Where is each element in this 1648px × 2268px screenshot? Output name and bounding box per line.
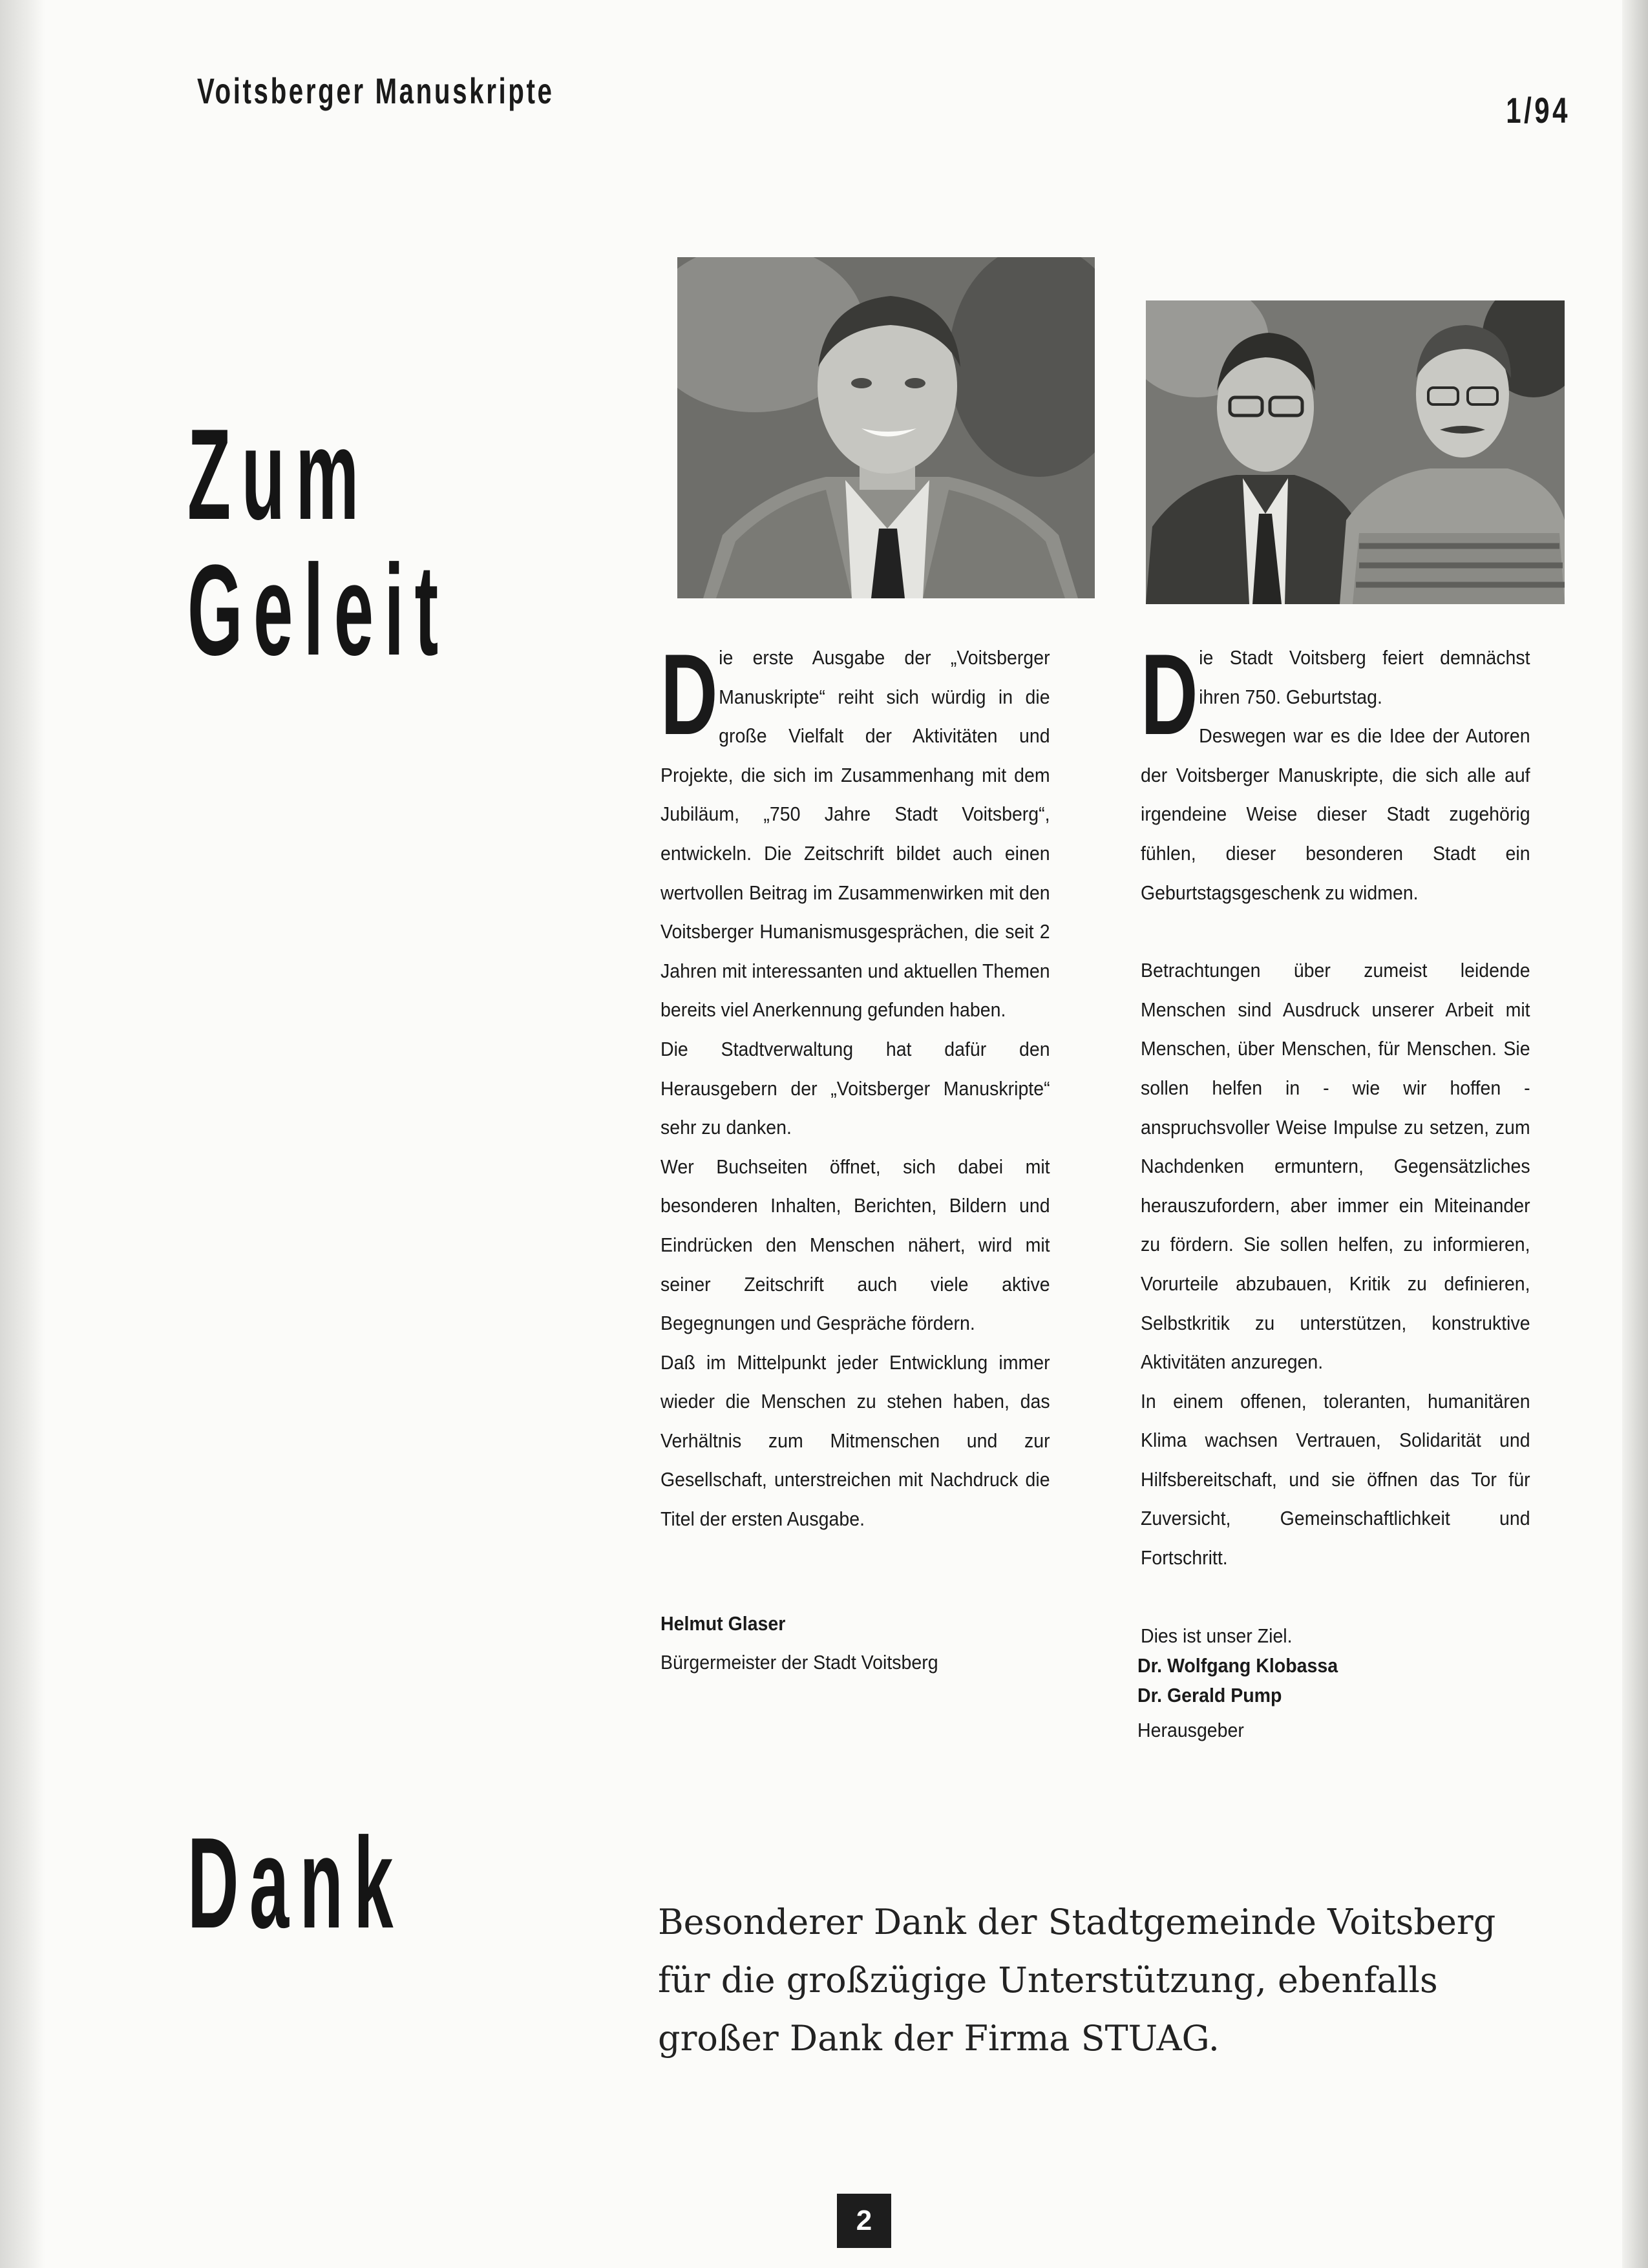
geleit-heading-line2: Geleit xyxy=(187,538,449,682)
dank-text: Besonderer Dank der Stadtgemeinde Voitsberg für die großzügige Unterstützung, ebenfalls großer Dank der Firma STUAG. xyxy=(658,1902,1496,2059)
signature-mayor-name: Helmut Glaser xyxy=(660,1612,786,1635)
geleit-heading-line1: Zum xyxy=(187,403,370,547)
letter-mayor-paragraph: ie erste Ausgabe der „Voitsberger Manuskripte“ reiht sich würdig in die große Vielfalt der Aktivitäten und Projekte, die sich im Zusammenhang mit dem Jubiläum, „750 Jahre Stadt Voitsberg“, entwickeln. Die Zeitschrift bildet auch einen wertvollen Beitrag im Zusammenwirken mit den Voitsberger Humanismusgesprächen, die seit 2 Jahren mit interessanten und aktuellen Themen bereits viel Anerkennung gefunden haben. xyxy=(660,646,1050,1022)
dropcap-left: D xyxy=(660,630,718,759)
letter-editors-paragraph: Dies ist unser Ziel. xyxy=(1141,1624,1293,1647)
letter-mayor xyxy=(660,630,1050,1539)
geleit-heading xyxy=(187,403,449,682)
letter-editors-paragraph: In einem offenen, toleranten, humanitären Klima wachsen Vertrauen, Solidarität und Hilfsbereitschaft, und sie öffnen das Tor für Zuversicht, Gemeinschaftlichkeit und Fortschritt. xyxy=(1141,1389,1530,1570)
publication-title: Voitsberger Manuskripte xyxy=(197,70,555,111)
signature-editors xyxy=(1137,1651,1338,1745)
scan-edge-left xyxy=(0,0,45,2268)
letter-mayor-paragraph: Die Stadtverwaltung hat dafür den Herausgebern der „Voitsberger Manuskripte“ sehr zu danken. xyxy=(660,1037,1050,1139)
portrait-photo-editors-image xyxy=(1146,300,1565,604)
letter-editors-paragraph: Betrachtungen über zumeist leidende Menschen sind Ausdruck unserer Arbeit mit Menschen, über Menschen, für Menschen. Sie sollen helfen in - wie wir hoffen - anspruchsvoller Weise Impulse zu setzen, zum Nachdenken ermuntern, Gegensätzliches herauszufordern, aber immer ein Miteinander zu fördern. Sie sollen helfen, zu informieren, Vorurteile abzubauen, Kritik zu definieren, Selbstkritik zu unterstützen, konstruktive Aktivitäten anzuregen. xyxy=(1141,959,1530,1374)
portrait-photo-mayor xyxy=(677,257,1095,598)
dank-heading: Dank xyxy=(187,1811,404,1955)
signature-mayor-role: Bürgermeister der Stadt Voitsberg xyxy=(660,1651,938,1674)
portrait-photo-editors xyxy=(1146,300,1565,604)
letter-mayor-paragraph: Daß im Mittelpunkt jeder Entwicklung immer wieder die Menschen zu stehen haben, das Verhältnis zum Mitmenschen und zur Gesellschaft, unterstreichen mit Nachdruck die Titel der ersten Ausgabe. xyxy=(660,1350,1050,1531)
portrait-photo-mayor-image xyxy=(677,257,1095,598)
signature-editors-name2: Dr. Gerald Pump xyxy=(1137,1684,1282,1706)
dropcap-right: D xyxy=(1141,630,1198,759)
letter-editors xyxy=(1141,630,1530,1655)
scan-edge-right xyxy=(1622,0,1648,2268)
signature-editors-name1: Dr. Wolfgang Klobassa xyxy=(1137,1654,1338,1677)
page-number: 2 xyxy=(837,2194,891,2248)
issue-number: 1/94 xyxy=(1506,90,1570,131)
letter-editors-paragraph: ie Stadt Voitsberg feiert demnächst ihren 750. Geburtstag. xyxy=(1199,646,1530,708)
signature-editors-role: Herausgeber xyxy=(1137,1719,1244,1741)
letter-editors-paragraph: Deswegen war es die Idee der Autoren der Voitsberger Manuskripte, die sich alle auf irgendeine Weise dieser Stadt zugehörig fühlen, dieser besonderen Stadt ein Geburtstagsgeschenk zu widmen. xyxy=(1141,724,1530,904)
signature-mayor xyxy=(660,1609,938,1677)
letter-mayor-paragraph: Wer Buchseiten öffnet, sich dabei mit besonderen Inhalten, Berichten, Bildern und Eindrücken den Menschen nähert, wird mit seiner Zeitschrift auch viele aktive Begegnungen und Gespräche fördern. xyxy=(660,1155,1050,1335)
